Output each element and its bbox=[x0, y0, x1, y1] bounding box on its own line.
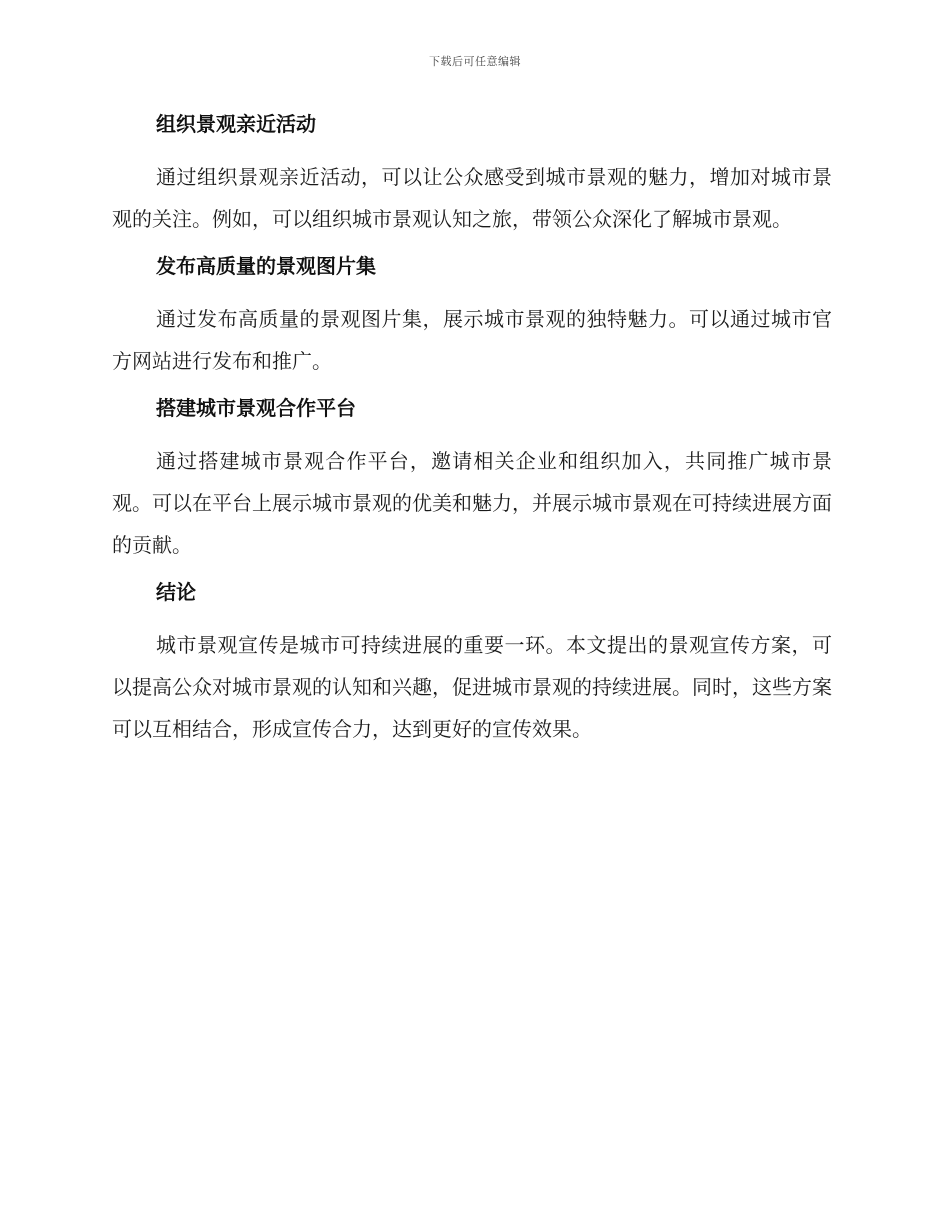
section-landscape-activities bbox=[112, 110, 832, 240]
section-title: 搭建城市景观合作平台 bbox=[156, 396, 356, 420]
section-paragraph: 城市景观宣传是城市可持续进展的重要一环。本文提出的景观宣传方案，可以提高公众对城市景观的认知和兴趣，促进城市景观的持续进展。同时，这些方案可以互相结合，形成宣传合力，达到更好的宣传效果。 bbox=[112, 633, 832, 741]
section-paragraph: 通过发布高质量的景观图片集，展示城市景观的独特魅力。可以通过城市官方网站进行发布和推广。 bbox=[112, 307, 832, 373]
document-content bbox=[112, 110, 832, 762]
section-paragraph: 通过搭建城市景观合作平台，邀请相关企业和组织加入，共同推广城市景观。可以在平台上展示城市景观的优美和魅力，并展示城市景观在可持续进展方面的贡献。 bbox=[112, 449, 832, 557]
section-photo-collection bbox=[112, 252, 832, 382]
section-title: 发布高质量的景观图片集 bbox=[156, 254, 376, 278]
header-note: 下载后可任意编辑 bbox=[429, 55, 521, 68]
section-cooperation-platform bbox=[112, 394, 832, 566]
section-title: 结论 bbox=[156, 580, 196, 604]
section-conclusion bbox=[112, 578, 832, 750]
section-title: 组织景观亲近活动 bbox=[156, 112, 316, 136]
section-paragraph: 通过组织景观亲近活动，可以让公众感受到城市景观的魅力，增加对城市景观的关注。例如，可以组织城市景观认知之旅，带领公众深化了解城市景观。 bbox=[112, 165, 832, 231]
